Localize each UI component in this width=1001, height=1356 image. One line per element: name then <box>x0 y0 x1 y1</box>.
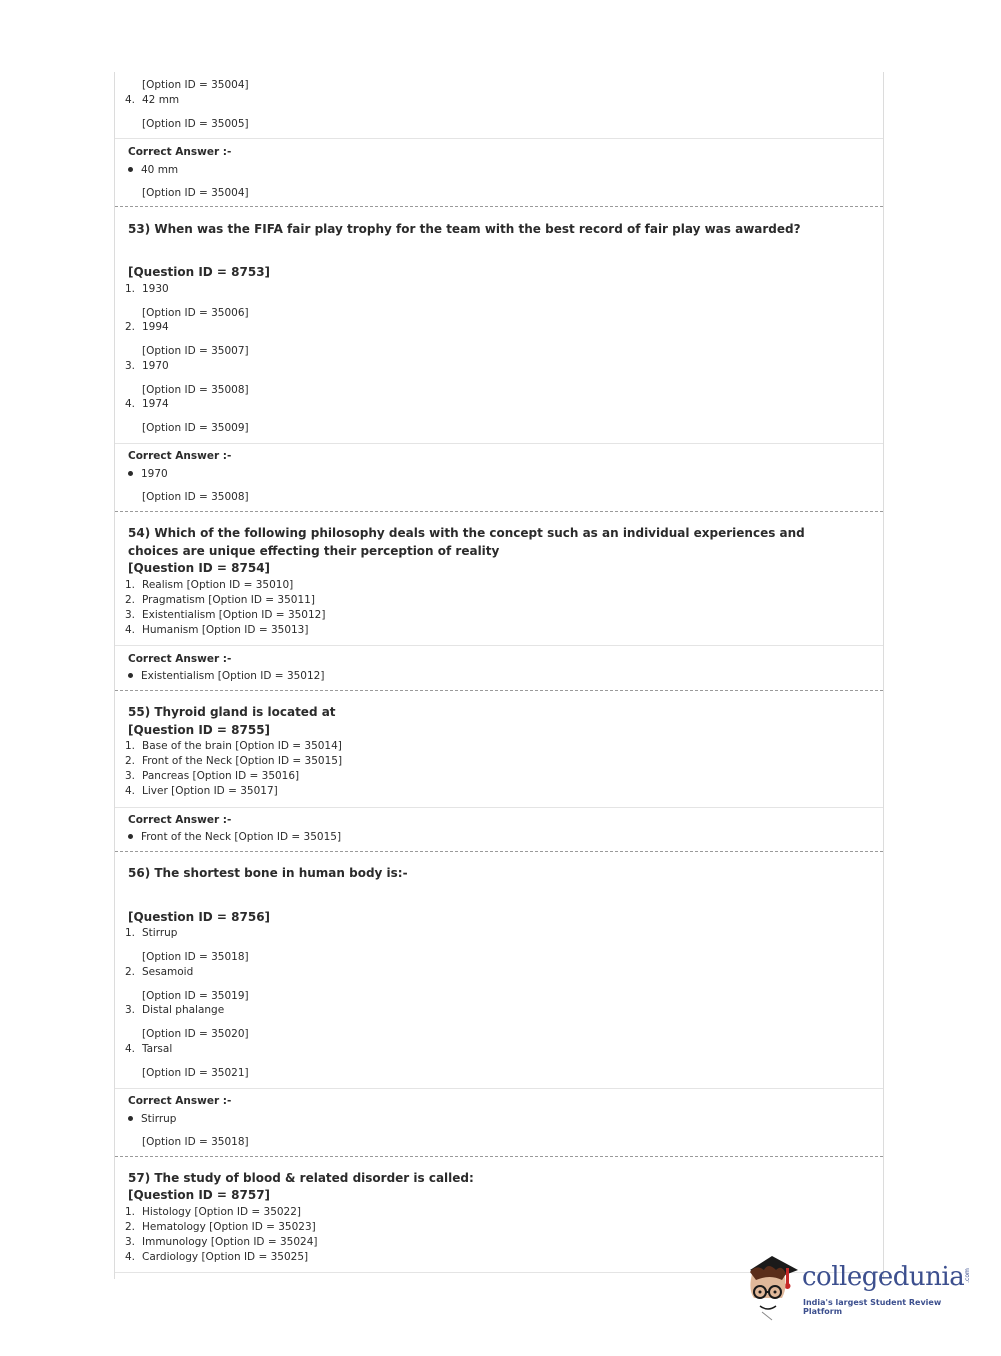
correct-answer-label: Correct Answer :- <box>128 146 232 158</box>
option-item: 1. 1930 <box>125 283 169 295</box>
correct-answer: 40 mm <box>128 163 178 177</box>
question-id: [Question ID = 8753] <box>128 265 271 279</box>
divider <box>115 807 883 808</box>
divider <box>115 138 883 139</box>
question-id: [Question ID = 8756] <box>128 910 271 924</box>
option-item: 4. Humanism [Option ID = 35013] <box>125 624 309 636</box>
correct-answer-label: Correct Answer :- <box>128 1095 232 1107</box>
divider <box>115 645 883 646</box>
brand-name: collegedunia <box>802 1262 965 1292</box>
option-item: 4. Liver [Option ID = 35017] <box>125 785 278 797</box>
option-item: 3. 1970 <box>125 360 169 372</box>
option-item: 3. Distal phalange <box>125 1004 225 1016</box>
correct-answer: Front of the Neck [Option ID = 35015] <box>128 830 341 844</box>
option-item: 1. Base of the brain [Option ID = 35014] <box>125 740 342 752</box>
option-item: 4. Tarsal <box>125 1043 173 1055</box>
question-separator <box>115 1156 883 1157</box>
option-id: [Option ID = 35008] <box>142 384 249 396</box>
question-id: [Question ID = 8755] <box>128 723 271 737</box>
option-item: 1. Realism [Option ID = 35010] <box>125 579 294 591</box>
question-text: 55) Thyroid gland is located at <box>128 705 336 719</box>
option-item: 2. Hematology [Option ID = 35023] <box>125 1221 316 1233</box>
correct-answer: 1970 <box>128 467 168 481</box>
option-item: 1. Stirrup <box>125 927 178 939</box>
option-id: [Option ID = 35004] <box>142 79 249 91</box>
option-item: 4. 42 mm <box>125 94 180 106</box>
question-separator <box>115 206 883 207</box>
divider <box>115 1088 883 1089</box>
question-separator <box>115 851 883 852</box>
option-id: [Option ID = 35007] <box>142 345 249 357</box>
correct-answer-id: [Option ID = 35018] <box>142 1136 249 1148</box>
question-text: 54) Which of the following philosophy deals with the concept such as an individual experiences and choices are unique effecting their perception of reality <box>128 526 805 558</box>
option-item: 2. Front of the Neck [Option ID = 35015] <box>125 755 343 767</box>
question-id: [Question ID = 8754] <box>128 561 271 575</box>
mascot-icon <box>742 1250 802 1322</box>
correct-answer-label: Correct Answer :- <box>128 450 232 462</box>
option-id: [Option ID = 35005] <box>142 118 249 130</box>
collegedunia-logo <box>742 1250 972 1322</box>
divider <box>115 443 883 444</box>
question-text: 53) When was the FIFA fair play trophy for the team with the best record of fair play was awarded? <box>128 222 801 236</box>
brand-tagline: India's largest Student Review Platform <box>803 1298 942 1316</box>
question-text: 56) The shortest bone in human body is:- <box>128 866 408 880</box>
bullet-icon <box>128 834 133 839</box>
option-item: 2. Pragmatism [Option ID = 35011] <box>125 594 315 606</box>
option-item: 3. Existentialism [Option ID = 35012] <box>125 609 326 621</box>
option-id: [Option ID = 35019] <box>142 990 249 1002</box>
correct-answer-id: [Option ID = 35008] <box>142 491 249 503</box>
correct-answer: Stirrup <box>128 1112 176 1126</box>
bullet-icon <box>128 471 133 476</box>
option-item: 2. Sesamoid <box>125 966 194 978</box>
question-id: [Question ID = 8757] <box>128 1188 271 1202</box>
option-id: [Option ID = 35009] <box>142 422 249 434</box>
correct-answer-id: [Option ID = 35004] <box>142 187 249 199</box>
question-text: 57) The study of blood & related disorder is called: <box>128 1171 474 1185</box>
option-id: [Option ID = 35021] <box>142 1067 249 1079</box>
option-id: [Option ID = 35020] <box>142 1028 249 1040</box>
correct-answer-label: Correct Answer :- <box>128 653 232 665</box>
exam-paper <box>114 72 884 1279</box>
option-id: [Option ID = 35006] <box>142 307 249 319</box>
option-item: 4. Cardiology [Option ID = 35025] <box>125 1251 309 1263</box>
bullet-icon <box>128 673 133 678</box>
question-separator <box>115 511 883 512</box>
option-item: 1. Histology [Option ID = 35022] <box>125 1206 302 1218</box>
option-id: [Option ID = 35018] <box>142 951 249 963</box>
option-item: 2. 1994 <box>125 321 169 333</box>
option-item: 3. Immunology [Option ID = 35024] <box>125 1236 318 1248</box>
option-item: 3. Pancreas [Option ID = 35016] <box>125 770 300 782</box>
bullet-icon <box>128 1116 133 1121</box>
correct-answer: Existentialism [Option ID = 35012] <box>128 669 324 683</box>
brand-domain: .com <box>963 1268 971 1283</box>
bullet-icon <box>128 167 133 172</box>
correct-answer-label: Correct Answer :- <box>128 814 232 826</box>
option-item: 4. 1974 <box>125 398 169 410</box>
question-separator <box>115 690 883 691</box>
